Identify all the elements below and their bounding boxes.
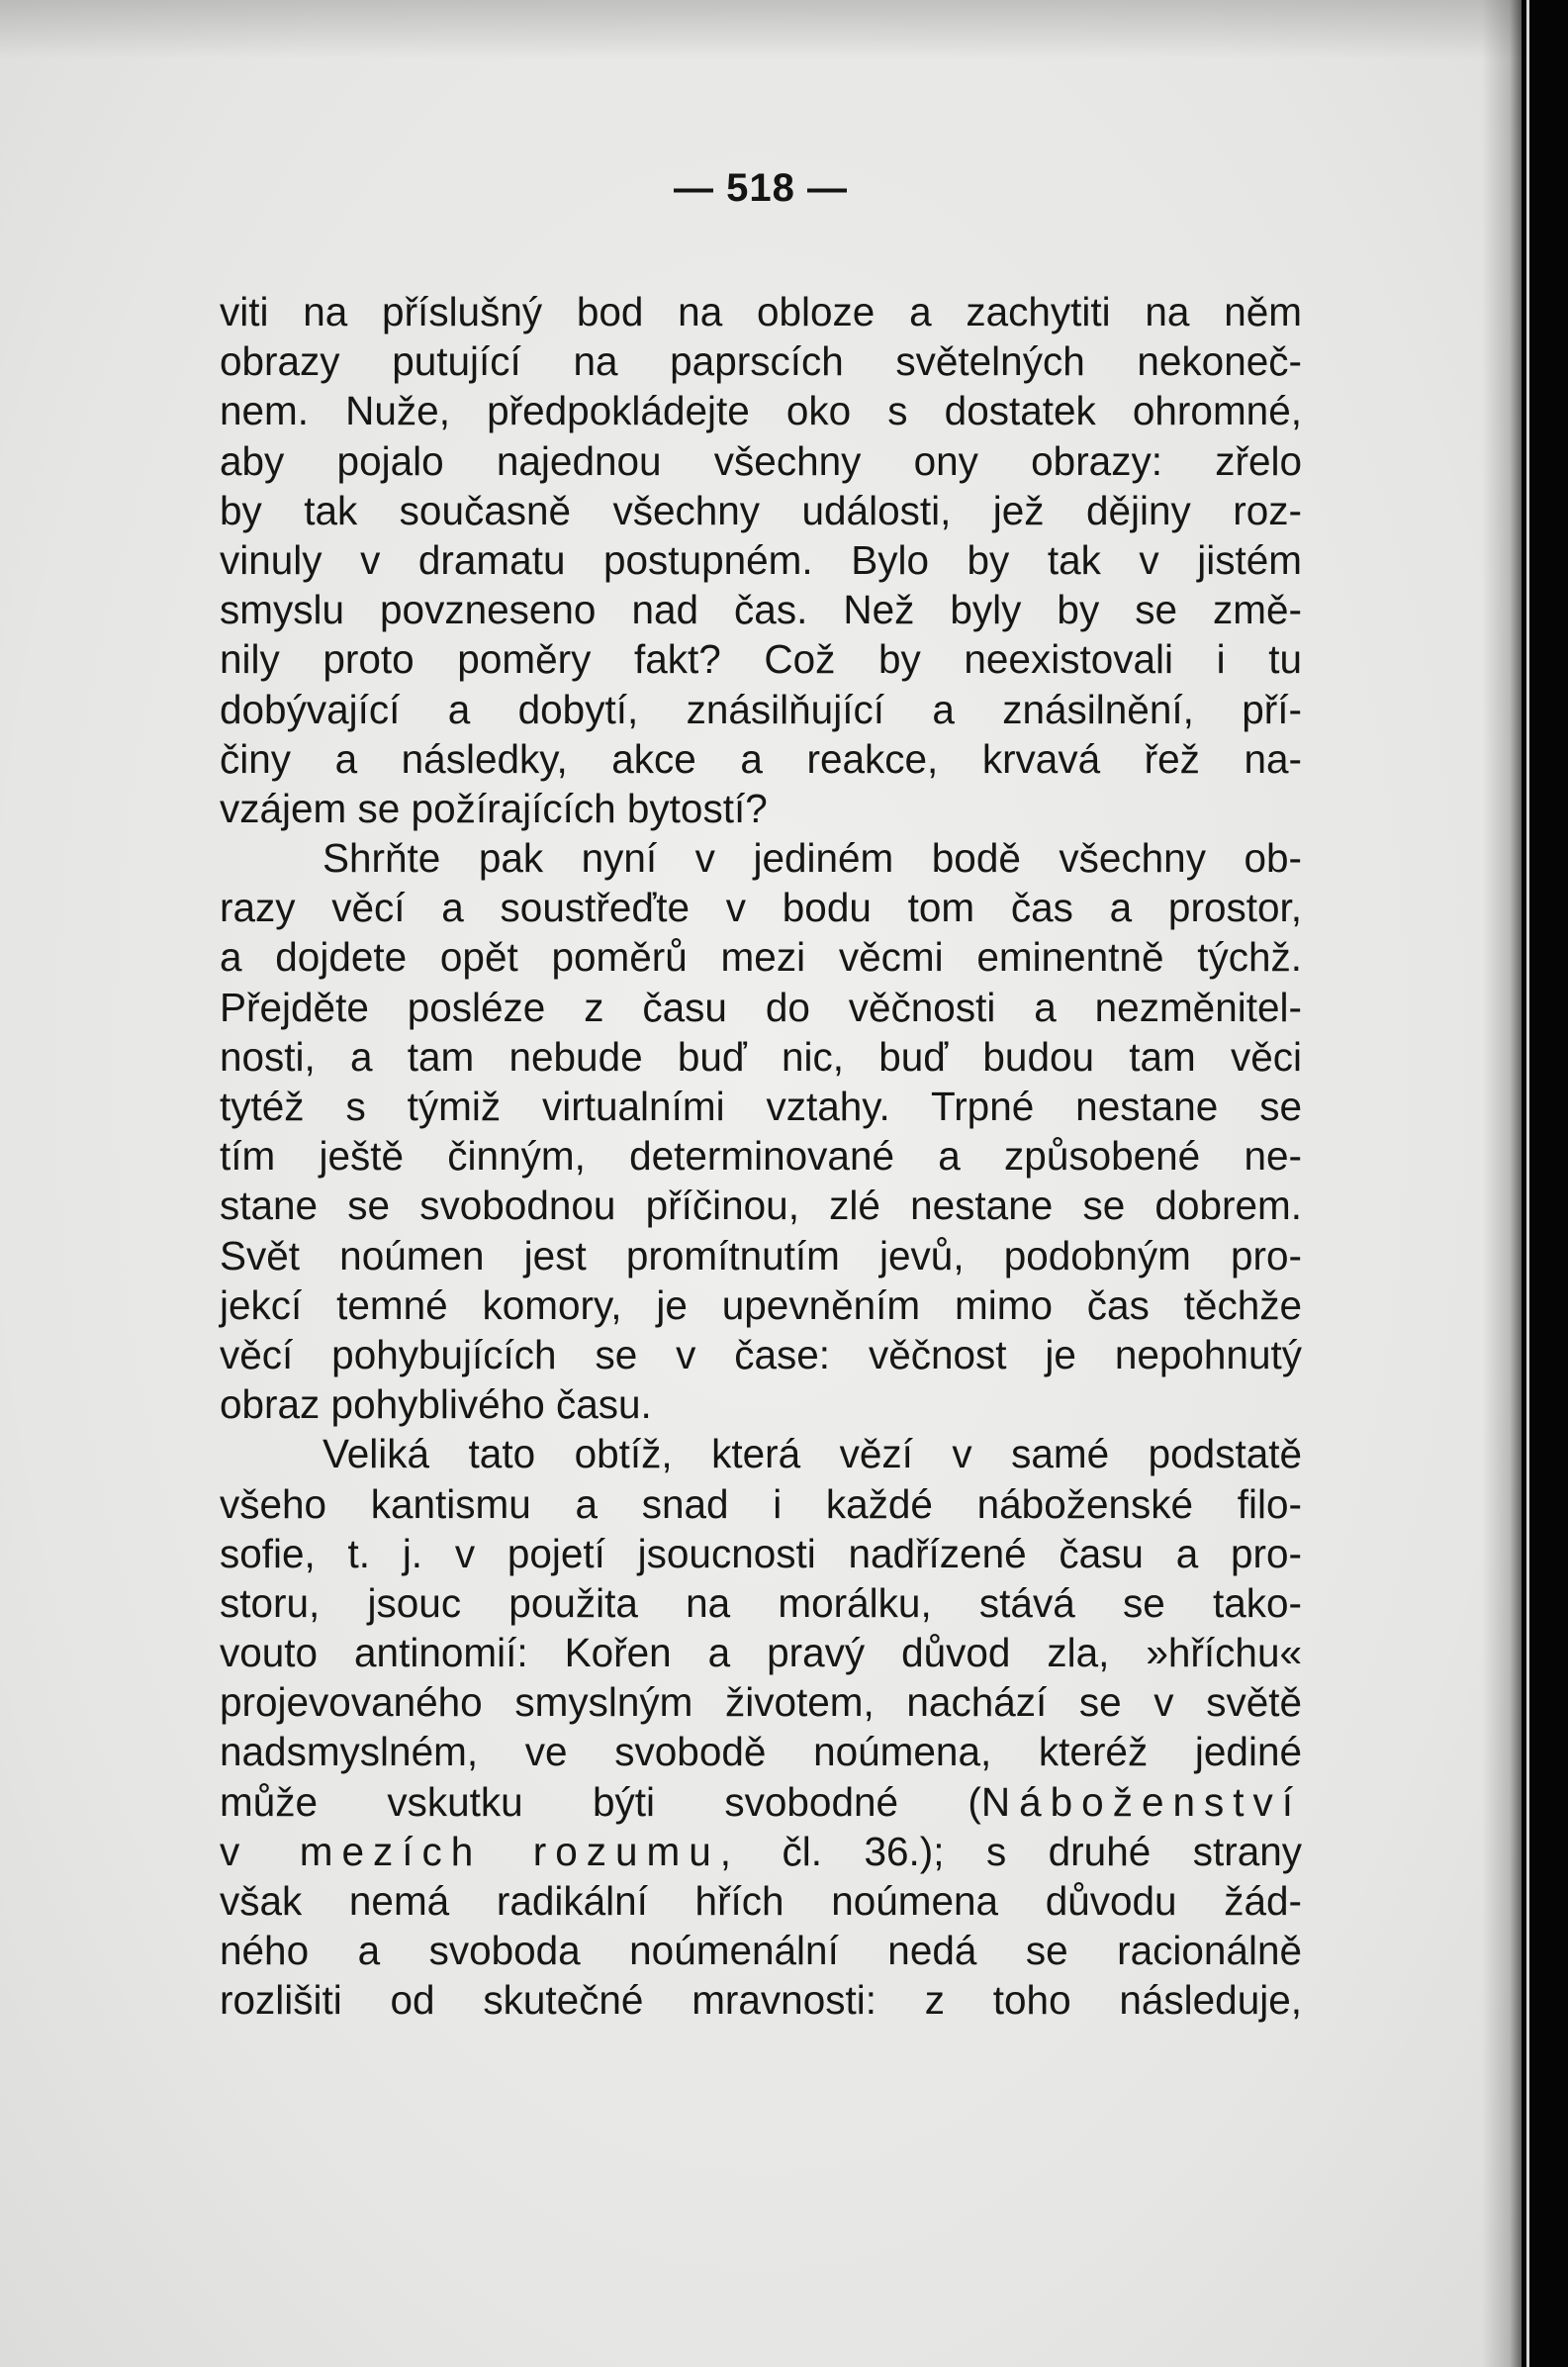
text-line: Přejděte posléze z času do věčnosti a nezměnitel-	[220, 984, 1302, 1030]
text-line: ného a svoboda noúmenální nedá se racionálně	[220, 1928, 1302, 1974]
text-line-spaced	[220, 1777, 1302, 1827]
text-line: však nemá radikální hřích noúmena důvodu žád-	[220, 1878, 1302, 1924]
text-line: činy a následky, akce a reakce, krvavá řež na-	[220, 735, 1302, 782]
text-line: by tak současně všechny události, jež dějiny roz-	[220, 487, 1302, 533]
body-text	[220, 287, 1302, 2026]
text-line: tytéž s týmiž virtualními vztahy. Trpné nestane se	[220, 1084, 1302, 1129]
spaced-title: v mezích rozumu,	[220, 1828, 741, 1874]
text-line: obrazy putující na paprscích světelných nekoneč-	[220, 338, 1302, 385]
text-line: smyslu povzneseno nad čas. Než byly by se změ-	[220, 587, 1302, 633]
text-line: Svět noúmen jest promítnutím jevů, podobným pro-	[220, 1232, 1302, 1278]
text-line: vzájem se požírajících bytostí?	[220, 785, 768, 831]
text-line-spaced	[220, 1827, 1302, 1876]
text-line: nadsmyslném, ve svobodě noúmena, kteréž jediné	[220, 1729, 1302, 1775]
page-number: — 518 —	[674, 166, 848, 210]
text-line: stane se svobodnou příčinou, zlé nestane se dobrem.	[220, 1183, 1302, 1229]
text-line: nosti, a tam nebude buď nic, buď budou tam věci	[220, 1033, 1302, 1080]
page-edge-shadow	[1482, 0, 1522, 2367]
text-line: storu, jsouc použita na morálku, stává se tako-	[220, 1579, 1302, 1626]
page-top-shadow	[0, 0, 1522, 59]
text-line: jekcí temné komory, je upevněním mimo čas těchže	[220, 1281, 1302, 1328]
text-line: projevovaného smyslným životem, nachází se v světě	[220, 1679, 1302, 1726]
text-line: obraz pohyblivého času.	[220, 1381, 652, 1428]
text-line: aby pojalo najednou všechny ony obrazy: zřelo	[220, 437, 1302, 484]
paragraph-start-line: Shrňte pak nyní v jediném bodě všechny ob-	[323, 835, 1302, 882]
spaced-title: Náboženství	[980, 1778, 1302, 1825]
text-segment: čl. 36.); s druhé strany	[782, 1828, 1302, 1874]
scan-border-line	[1526, 0, 1529, 2367]
text-line: dobývající a dobytí, znásilňující a znásilnění, pří-	[220, 686, 1302, 732]
text-line: nily proto poměry fakt? Což by neexistovali i tu	[220, 636, 1302, 683]
text-line: sofie, t. j. v pojetí jsoucnosti nadřízené času a pro-	[220, 1530, 1302, 1576]
text-line: razy věcí a soustřeďte v bodu tom čas a prostor,	[220, 885, 1302, 931]
text-line: vouto antinomií: Kořen a pravý důvod zla, »hříchu«	[220, 1630, 1302, 1676]
text-line: nem. Nuže, předpokládejte oko s dostatek ohromné,	[220, 388, 1302, 434]
text-segment: může vskutku býti svobodné (	[220, 1778, 981, 1825]
text-line: a dojdete opět poměrů mezi věcmi eminentně týchž.	[220, 934, 1302, 981]
scan-border	[1522, 0, 1568, 2367]
text-line: věcí pohybujících se v čase: věčnost je nepohnutý	[220, 1331, 1302, 1377]
paragraph-start-line: Veliká tato obtíž, která vězí v samé podstatě	[323, 1431, 1302, 1477]
text-line: rozlišiti od skutečné mravnosti: z toho následuje,	[220, 1977, 1302, 2024]
text-line: viti na příslušný bod na obloze a zachytiti na něm	[220, 289, 1302, 334]
text-line: všeho kantismu a snad i každé náboženské filo-	[220, 1480, 1302, 1527]
text-line: vinuly v dramatu postupném. Bylo by tak v jistém	[220, 536, 1302, 583]
text-line: tím ještě činným, determinované a způsobené ne-	[220, 1133, 1302, 1180]
